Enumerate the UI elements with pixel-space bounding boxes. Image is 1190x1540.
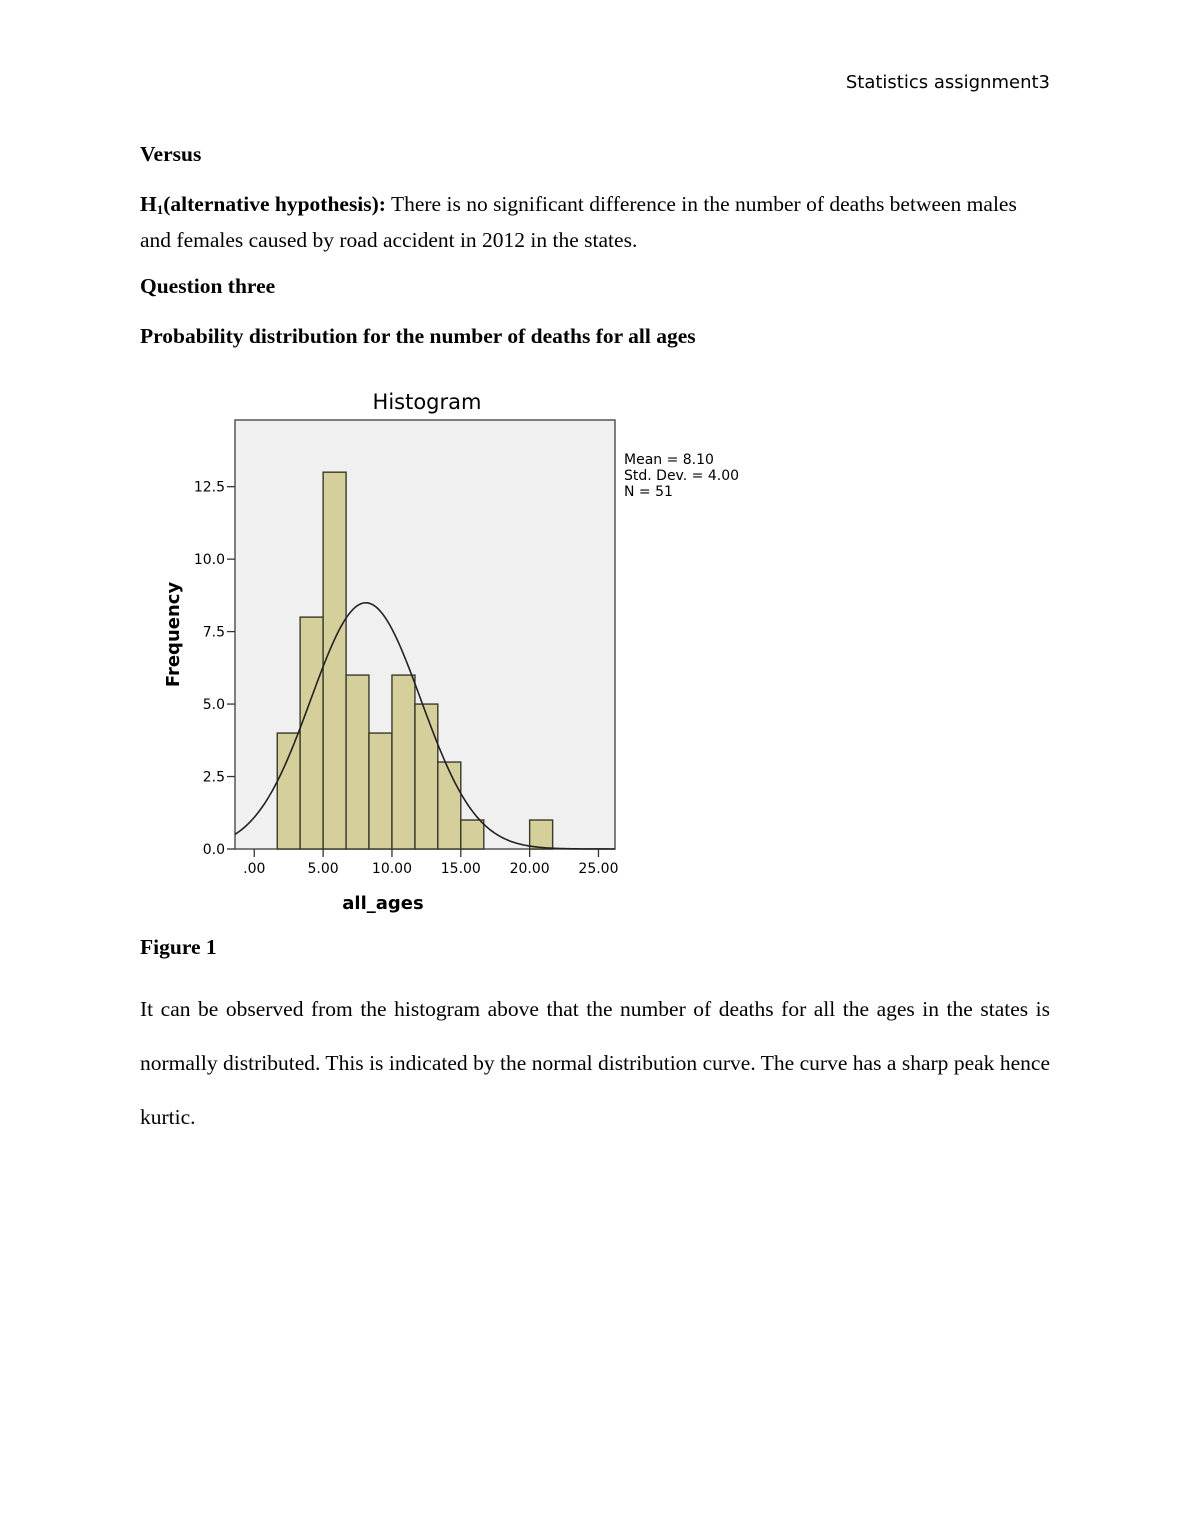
hypothesis-label	[140, 192, 386, 216]
hypothesis-label-sub: 1	[156, 202, 164, 217]
hypothesis-label-h: H	[140, 192, 157, 216]
figure-caption: Figure 1	[140, 935, 217, 959]
stats-legend	[624, 452, 739, 500]
y-tick-label: 12.5	[193, 479, 225, 496]
legend-line: N = 51	[624, 484, 673, 500]
histogram-chart	[155, 380, 755, 920]
histogram-bar	[346, 675, 369, 849]
y-tick-label: 0.0	[202, 842, 225, 858]
y-axis-label: Frequency	[163, 581, 184, 688]
x-tick-label: 15.00	[440, 861, 481, 877]
histogram-figure	[155, 380, 755, 920]
alternative-hypothesis	[140, 189, 1050, 256]
chart-title: Histogram	[372, 390, 482, 414]
legend-line: Mean = 8.10	[624, 452, 714, 468]
histogram-bar	[461, 820, 484, 849]
histogram-bar	[392, 675, 415, 849]
question-heading: Question three	[140, 274, 276, 298]
legend-line: Std. Dev. = 4.00	[624, 468, 740, 484]
histogram-bar	[415, 704, 438, 849]
page-number: 3	[1038, 72, 1050, 93]
histogram-bar	[323, 472, 346, 849]
x-axis-label: all_ages	[342, 893, 424, 914]
hypothesis-label-rest: (alternative hypothesis):	[163, 192, 386, 216]
x-tick-label: 25.00	[578, 861, 619, 877]
y-tick-label: 7.5	[202, 624, 225, 641]
x-tick-label: 20.00	[509, 861, 550, 877]
y-axis-ticks	[194, 480, 235, 858]
analysis-paragraph: It can be observed from the histogram above that the number of deaths for all the ages in the states is normally distributed. This is indicated by the normal distribution curve. The curve has a sharp peak hence kurtic.	[140, 997, 1050, 1129]
histogram-bar	[438, 762, 461, 849]
running-title: Statistics assignment	[845, 72, 1039, 93]
x-tick-label: 5.00	[307, 861, 339, 877]
histogram-bar	[277, 733, 300, 849]
histogram-bar	[530, 820, 553, 849]
y-tick-label: 5.0	[202, 697, 225, 714]
x-axis-ticks	[243, 849, 618, 877]
y-tick-label: 2.5	[202, 769, 225, 786]
x-tick-label: 10.00	[371, 861, 413, 877]
probability-heading: Probability distribution for the number of deaths for all ages	[140, 324, 696, 348]
hypothesis-text: There is no significant difference in the number of deaths between males and females caused by road accident in 2012 in the states.	[140, 192, 1017, 252]
versus-heading: Versus	[140, 142, 202, 166]
x-tick-label: .00	[243, 861, 266, 877]
y-tick-label: 10.0	[193, 552, 225, 569]
histogram-bar	[300, 617, 323, 849]
histogram-bar	[369, 733, 392, 849]
running-header	[846, 72, 1050, 93]
